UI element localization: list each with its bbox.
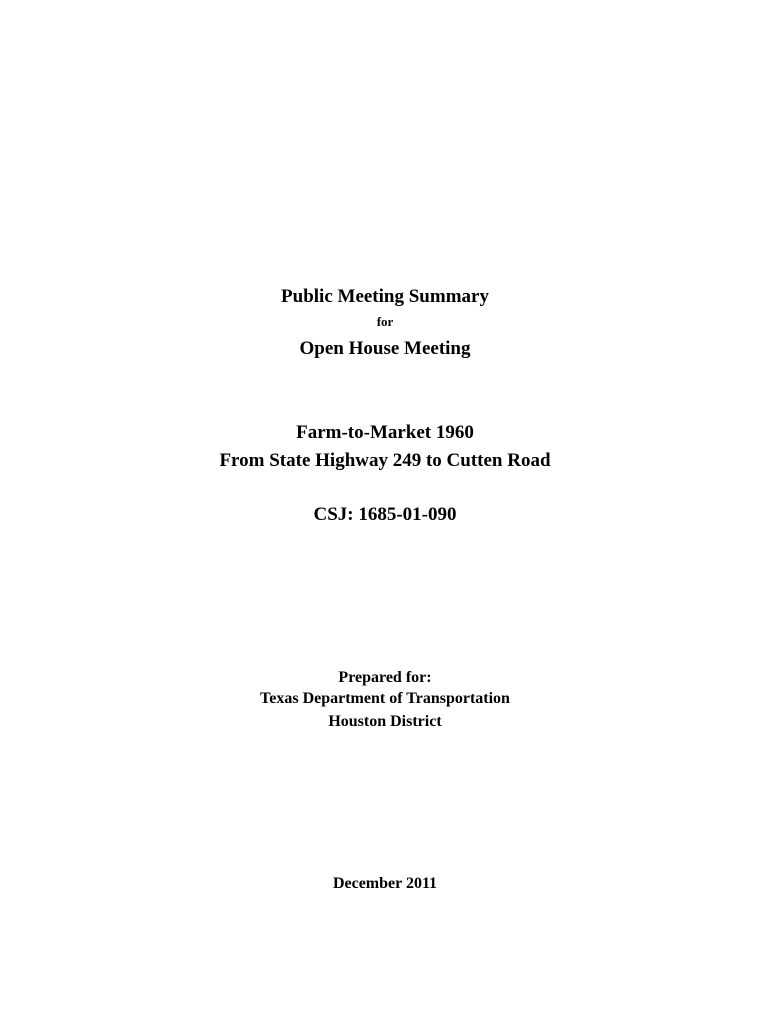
for-connector-text: for: [376, 314, 394, 329]
district-name: Houston District: [328, 713, 442, 730]
document-title: Public Meeting Summary: [281, 286, 489, 307]
prepared-for-label: Prepared for:: [338, 669, 432, 686]
csj-number: CSJ: 1685-01-090: [313, 504, 457, 525]
project-limits: From State Highway 249 to Cutten Road: [219, 450, 551, 471]
road-name: Farm-to-Market 1960: [296, 422, 474, 443]
meeting-type-subtitle: Open House Meeting: [299, 338, 471, 359]
document-date: December 2011: [332, 875, 438, 892]
agency-name: Texas Department of Transportation: [260, 690, 510, 707]
